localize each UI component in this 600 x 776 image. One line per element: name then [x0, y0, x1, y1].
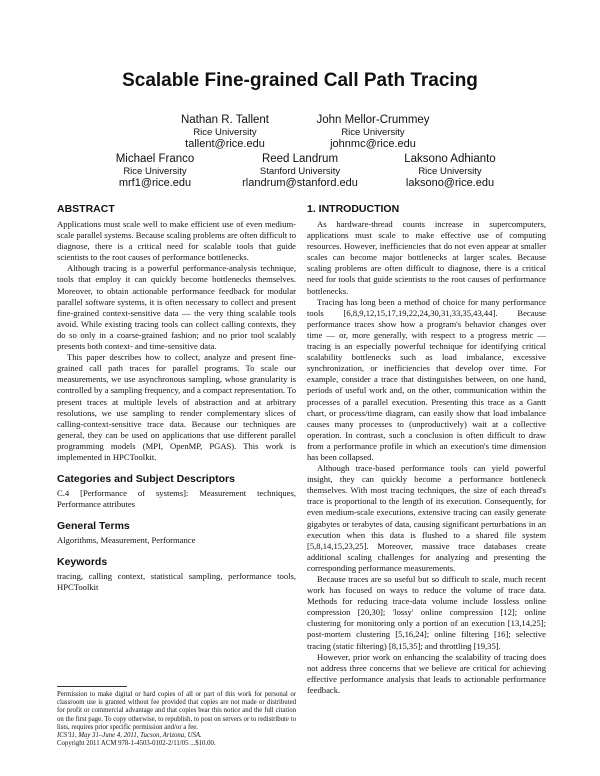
author-email: johnmc@rice.edu — [330, 138, 416, 150]
permission-text: Permission to make digital or hard copies of all or part of this work for personal or classroom use is granted without fee provided that copies are not made or distributed for profit or commercial advantage and that copies bear this notice and the full citation on the first page. To copy otherwise, to republish, to post on servers or to redistribute to lists, requires prior specific permission and/or a fee. — [57, 691, 296, 731]
author-block — [95, 153, 215, 190]
intro-paragraph: However, prior work on enhancing the scalability of tracing does not address three concerns that we believe are critical for achieving effective performance analysis that leads to actionable performance feedback. — [307, 651, 546, 695]
author-affiliation: Stanford University — [259, 166, 341, 177]
abstract-paragraph: This paper describes how to collect, analyze and present fine-grained call path traces for parallel programs. To scale our measurements, we use asynchronous sampling, whose granularity is controlled by a sampling frequency, and a compact representation. To present traces at multiple levels of abstraction and at arbitrary resolutions, we use sampling to render complementary slices of calling-context-sensitive trace data. Because our techniques are general, they can be used on applications that use different parallel programming models (MPI, OpenMP, PGAS). This work is implemented in HPCToolkit. — [57, 352, 296, 462]
introduction-heading: 1. INTRODUCTION — [307, 203, 400, 215]
keywords-heading: Keywords — [57, 556, 108, 569]
author-name: Michael Franco — [115, 153, 195, 165]
permission-notice — [57, 691, 296, 748]
abstract-paragraph: Although tracing is a powerful performance-analysis technique, tools that employ it can quickly become bottlenecks themselves. Moreover, to obtain actionable performance feedback for modular parallel software systems, it is often necessary to collect and present fine-grained context-sensitive data — the very thing scalable tools avoid. While existing tracing tools can collect calling contexts, they do so only in a coarse-grained fashion; and no prior tool scalably presents both context- and time-sensitive data. — [57, 263, 296, 352]
intro-paragraph: Because traces are so useful but so difficult to scale, much recent work has focused on ways to reduce the volume of trace data. Methods for reducing trace-data volume include lossless online compression [20,30]; 'lossy' online compression [12]; online clustering for monitoring only a portion of an execution [13,14,25]; post-mortem clustering [5,16,24]; online filtering [16]; selective tracing (static filtering) [8,15,35]; and throttling [19,35]. — [307, 574, 546, 651]
categories-text: C.4 [Performance of systems]: Measurement techniques, Performance attributes — [57, 488, 296, 510]
author-email: rlandrum@stanford.edu — [242, 177, 358, 189]
author-email: laksono@rice.edu — [405, 177, 495, 189]
venue-text: ICS'11, May 31–June 4, 2011, Tucson, Arizona, USA. — [57, 732, 202, 740]
paper-title: Scalable Fine-grained Call Path Tracing — [122, 70, 478, 91]
author-block — [230, 153, 370, 190]
author-affiliation: Rice University — [193, 127, 257, 138]
author-email: tallent@rice.edu — [185, 138, 265, 150]
general-terms-text: Algorithms, Measurement, Performance — [57, 535, 196, 546]
author-affiliation: Rice University — [418, 166, 482, 177]
intro-paragraph: Tracing has long been a method of choice for many performance tools [6,8,9,12,15,17,19,22,24,30,31,33,35,43,44]. Because performance traces show how a program's behavior changes over time — or, more generally, with respect to a progress metric — tracing is an especially powerful technique for identifying critical scalability bottlenecks such as load imbalance, excessive synchronization, or inefficiencies that develop over time. For example, consider a trace that distinguishes between, on one hand, periods of useful work and, on the other, communication within the processes of a parallel execution. Presenting this trace as a Gantt chart, or process/time diagram, can easily show that load imbalance causes many processes to (unproductively) wait at a collective operation. In contrast, such a conclusion is often difficult to draw from a performance profile in which an execution's time dimension has been collapsed. — [307, 296, 546, 462]
abstract-paragraph: Applications must scale well to make efficient use of even medium-scale parallel systems. Because scaling problems are often difficult to diagnose, there is a critical need for scalable tools that guide scientists to the root causes of performance bottlenecks. — [57, 219, 296, 263]
left-column — [57, 203, 296, 594]
author-name: Reed Landrum — [261, 153, 339, 165]
author-block — [303, 114, 443, 151]
author-name: John Mellor-Crummey — [316, 114, 430, 126]
footnote-rule — [57, 686, 127, 687]
categories-heading: Categories and Subject Descriptors — [57, 473, 235, 486]
general-terms-heading: General Terms — [57, 520, 130, 533]
author-name: Laksono Adhianto — [404, 153, 496, 165]
author-affiliation: Rice University — [341, 127, 405, 138]
author-block — [385, 153, 515, 190]
author-email: mrf1@rice.edu — [118, 177, 192, 189]
author-affiliation: Rice University — [123, 166, 187, 177]
intro-paragraph: Although trace-based performance tools can yield powerful insight, they can quickly become a performance bottleneck themselves. With most tracing techniques, the size of each thread's trace is proportional to the length of its execution. Consequently, for even medium-scale executions, extensive tracing can easily generate gigabytes or terabytes of data, causing significant perturbations in an execution when this data is flushed to a shared file system [5,8,14,15,23,25]. Moreover, massive trace databases create additional scaling challenges for analyzing and presenting the corresponding performance measurements. — [307, 463, 546, 573]
abstract-heading: ABSTRACT — [57, 203, 115, 215]
author-name: Nathan R. Tallent — [180, 114, 269, 126]
author-block — [160, 114, 290, 151]
keywords-text: tracing, calling context, statistical sampling, performance tools, HPCToolkit — [57, 571, 296, 593]
copyright-text: Copyright 2011 ACM 978-1-4503-0102-2/11/05 ...$10.00. — [57, 740, 216, 748]
intro-paragraph: As hardware-thread counts increase in supercomputers, applications must scale to make effective use of computing resources. However, inefficiencies that do not even appear at smaller scales can become major bottlenecks at larger scales. Because scaling problems are often difficult to diagnose, there is a critical need for tools that guide scientists to the root causes of performance bottlenecks. — [307, 219, 546, 296]
right-column — [307, 203, 546, 696]
